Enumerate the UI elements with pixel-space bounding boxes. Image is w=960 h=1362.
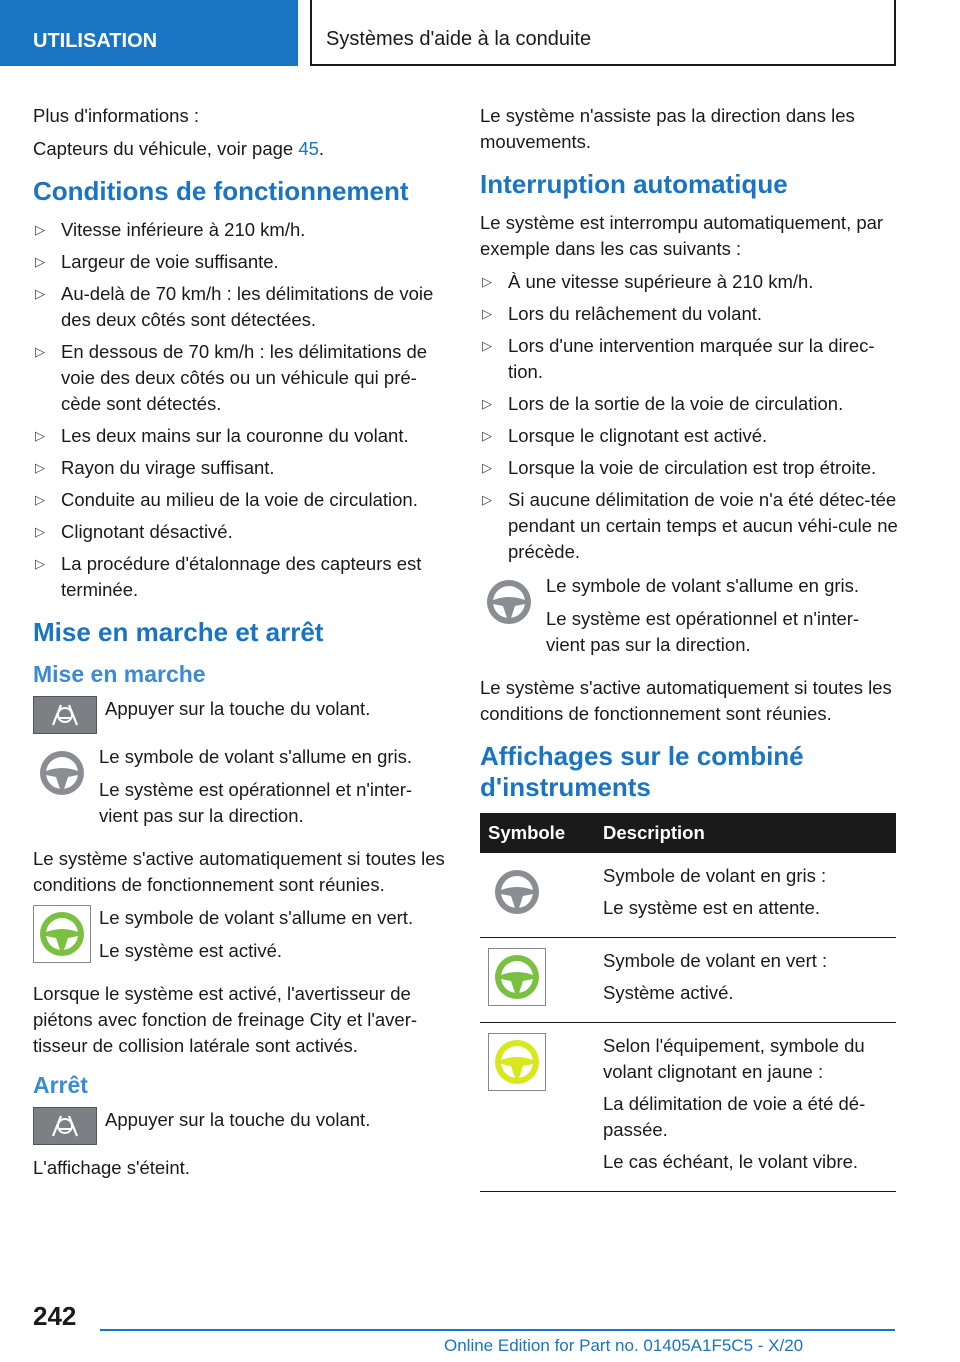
section-tab: UTILISATION <box>0 0 298 66</box>
list-item: ▷ Conduite au milieu de la voie de circulation. <box>33 487 451 513</box>
steering-wheel-yellow-icon <box>488 1033 546 1091</box>
auto-activate-text: Le système s'active automatiquement si toutes les conditions de fonctionnement sont réunies. <box>480 677 892 724</box>
auto-activate-text: Le système s'active automatiquement si toutes les conditions de fonctionnement sont réunies. <box>33 848 445 895</box>
page-number: 242 <box>33 1301 77 1331</box>
off-display-text: L'affichage s'éteint. <box>33 1157 190 1178</box>
info-label: Plus d'informations : <box>33 105 199 126</box>
row-desc-line: Selon l'équipement, symbole du volant clignotant en jaune : <box>603 1035 865 1082</box>
list-item: ▷ La procédure d'étalonnage des capteurs est terminée. <box>35 553 422 600</box>
no-assist-text: Le système n'assiste pas la direction dans les mouvements. <box>480 105 855 152</box>
list-item: ▷ Largeur de voie suffisante. <box>33 249 451 275</box>
triangle-bullet-icon: ▷ <box>35 460 45 475</box>
chapter-title: Systèmes d'aide à la conduite <box>310 0 896 66</box>
right-column <box>480 103 898 1192</box>
list-item: ▷ Lors de la sortie de la voie de circulation. <box>480 391 898 417</box>
table-row <box>480 938 896 1023</box>
warning-text: Lorsque le système est activé, l'avertisseur de piétons avec fonction de freinage City et l'aver-tisseur de collision latérale sont activés. <box>33 983 418 1056</box>
page-link[interactable]: 45 <box>298 138 319 159</box>
list-item: ▷ Lors du relâchement du volant. <box>480 301 898 327</box>
triangle-bullet-icon: ▷ <box>35 524 45 539</box>
column-header-description: Description <box>603 813 896 853</box>
list-item: ▷ Lorsque le clignotant est activé. <box>480 423 898 449</box>
conditions-list <box>33 217 451 603</box>
table-header-row <box>480 813 896 853</box>
list-item: ▷ En dessous de 70 km/h : les délimitations de voie des deux côtés ou un véhicule qui pré-cède sont détectés. <box>35 341 428 414</box>
triangle-bullet-icon: ▷ <box>482 460 492 475</box>
row-desc-line: Symbole de volant en gris : <box>603 865 827 886</box>
off-subheading: Arrêt <box>33 1072 88 1098</box>
row-desc-line: Système activé. <box>603 982 734 1003</box>
triangle-bullet-icon: ▷ <box>482 396 492 411</box>
conditions-heading: Conditions de fonctionnement <box>33 176 409 206</box>
on-subheading: Mise en marche <box>33 661 206 687</box>
row-desc-line: Le système est en attente. <box>603 897 820 918</box>
triangle-bullet-icon: ▷ <box>35 222 45 237</box>
list-item: ▷ Au-delà de 70 km/h : les délimitations de voie des deux côtés sont détectées. <box>35 283 434 330</box>
list-item: ▷ Les deux mains sur la couronne du volant. <box>33 423 451 449</box>
triangle-bullet-icon: ▷ <box>35 556 45 571</box>
on-instruction <box>33 696 451 734</box>
row-desc-line: Le cas échéant, le volant vibre. <box>603 1151 859 1172</box>
edition-footer: Online Edition for Part no. 01405A1F5C5 - X/20 <box>444 1336 804 1355</box>
triangle-bullet-icon: ▷ <box>35 286 45 301</box>
sensors-reference: Capteurs du véhicule, voir page 45. <box>33 138 325 159</box>
list-item: ▷ Lorsque la voie de circulation est trop étroite. <box>480 455 898 481</box>
left-column <box>33 103 451 1188</box>
footer-divider <box>100 1329 895 1331</box>
green-active-text: Le système est activé. <box>99 940 283 961</box>
grey-lit-text: Le symbole de volant s'allume en gris. <box>99 746 413 767</box>
grey-wheel-note <box>480 573 898 665</box>
triangle-bullet-icon: ▷ <box>482 428 492 443</box>
triangle-bullet-icon: ▷ <box>482 338 492 353</box>
grey-ready-text: Le système est opérationnel et n'inter-vient pas sur la direction. <box>99 779 413 826</box>
triangle-bullet-icon: ▷ <box>482 274 492 289</box>
triangle-bullet-icon: ▷ <box>35 254 45 269</box>
interrupt-heading: Interruption automatique <box>480 169 788 199</box>
steering-wheel-green-icon <box>488 948 546 1006</box>
column-header-symbol: Symbole <box>480 813 603 853</box>
steering-wheel-green-icon <box>33 905 91 963</box>
steering-wheel-grey-icon <box>488 863 546 921</box>
triangle-bullet-icon: ▷ <box>482 492 492 507</box>
page-header <box>0 0 960 66</box>
displays-heading: Affichages sur le combiné d'instruments <box>480 741 804 802</box>
assist-button-icon <box>33 696 97 734</box>
table-row <box>480 1023 896 1192</box>
triangle-bullet-icon: ▷ <box>482 306 492 321</box>
interrupt-list <box>480 269 898 565</box>
triangle-bullet-icon: ▷ <box>35 492 45 507</box>
table-row <box>480 853 896 938</box>
list-item: ▷ Clignotant désactivé. <box>33 519 451 545</box>
steering-wheel-grey-icon <box>480 573 538 631</box>
green-wheel-note <box>33 905 451 971</box>
grey-lit-text: Le symbole de volant s'allume en gris. <box>546 575 860 596</box>
list-item: ▷ Rayon du virage suffisant. <box>33 455 451 481</box>
list-item: ▷ Si aucune délimitation de voie n'a été détec-tée pendant un certain temps et aucun véhi-cule ne précède. <box>482 489 898 562</box>
green-lit-text: Le symbole de volant s'allume en vert. <box>99 907 414 928</box>
list-item: ▷ Lors d'une intervention marquée sur la direc-tion. <box>482 335 875 382</box>
off-instruction <box>33 1107 451 1145</box>
triangle-bullet-icon: ▷ <box>35 344 45 359</box>
row-desc-line: La délimitation de voie a été dé-passée. <box>603 1093 866 1140</box>
steering-wheel-grey-icon <box>33 744 91 802</box>
interrupt-intro: Le système est interrompu automatiquement, par exemple dans les cas suivants : <box>480 212 884 259</box>
onoff-heading: Mise en marche et arrêt <box>33 617 324 647</box>
grey-wheel-note <box>33 744 451 836</box>
list-item: ▷ À une vitesse supérieure à 210 km/h. <box>480 269 898 295</box>
symbols-table <box>480 813 896 1192</box>
triangle-bullet-icon: ▷ <box>35 428 45 443</box>
assist-button-icon <box>33 1107 97 1145</box>
row-desc-line: Symbole de volant en vert : <box>603 950 828 971</box>
off-press-text: Appuyer sur la touche du volant. <box>105 1109 371 1130</box>
on-press-text: Appuyer sur la touche du volant. <box>105 698 371 719</box>
grey-ready-text: Le système est opérationnel et n'inter-vient pas sur la direction. <box>546 608 860 655</box>
list-item: ▷ Vitesse inférieure à 210 km/h. <box>33 217 451 243</box>
